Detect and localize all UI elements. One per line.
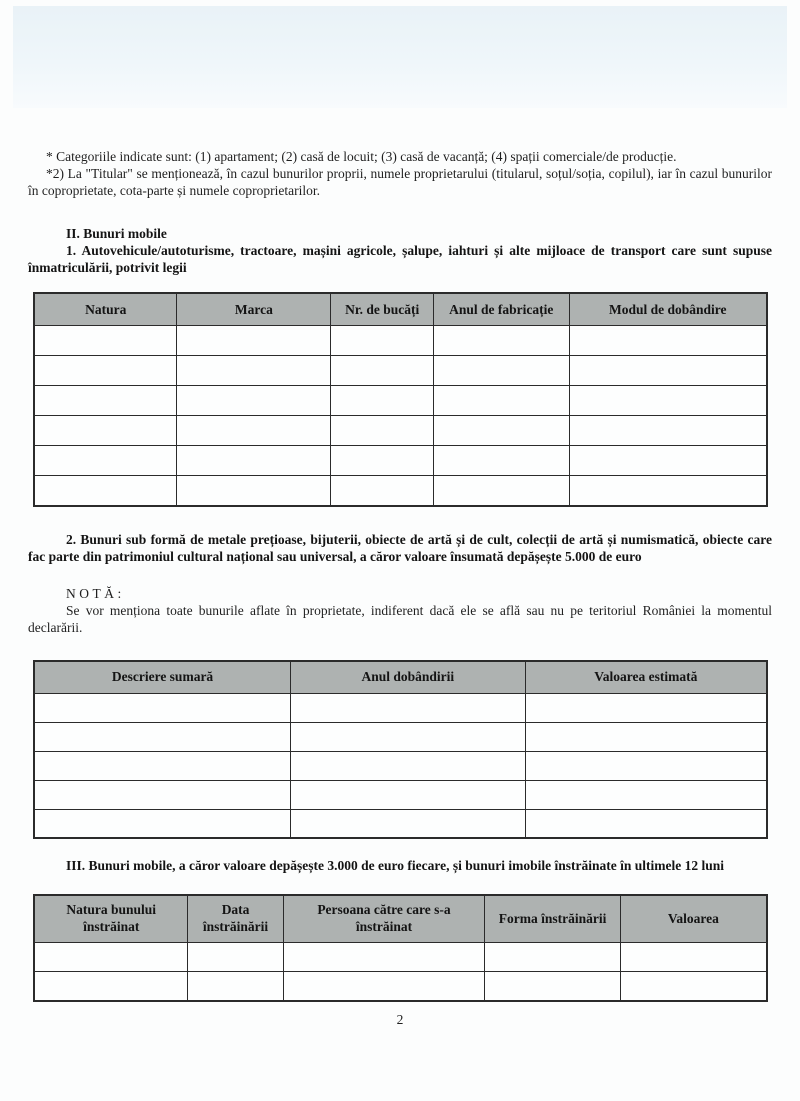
empty-cell bbox=[331, 476, 434, 506]
page-number: 2 bbox=[396, 1011, 404, 1027]
table-row bbox=[34, 780, 767, 809]
empty-cell bbox=[177, 356, 331, 386]
empty-cell bbox=[331, 356, 434, 386]
column-header: Natura bunului înstrăinat bbox=[34, 895, 188, 943]
empty-cell bbox=[34, 693, 291, 722]
empty-cell bbox=[291, 693, 526, 722]
empty-cell bbox=[177, 446, 331, 476]
valuables-table bbox=[33, 660, 768, 840]
empty-cell bbox=[433, 326, 569, 356]
empty-cell bbox=[525, 751, 767, 780]
empty-cell bbox=[188, 943, 283, 972]
empty-cell bbox=[433, 476, 569, 506]
empty-cell bbox=[34, 943, 188, 972]
empty-cell bbox=[177, 326, 331, 356]
empty-cell bbox=[34, 416, 177, 446]
page-content bbox=[28, 0, 772, 1028]
vehicles-table bbox=[33, 292, 768, 507]
table-row bbox=[34, 722, 767, 751]
table-row bbox=[34, 809, 767, 838]
column-header: Anul dobândirii bbox=[291, 661, 526, 694]
empty-cell bbox=[34, 386, 177, 416]
empty-cell bbox=[569, 326, 767, 356]
table-row bbox=[34, 356, 767, 386]
empty-cell bbox=[34, 972, 188, 1001]
column-header: Marca bbox=[177, 293, 331, 326]
table-row bbox=[34, 326, 767, 356]
empty-cell bbox=[620, 972, 767, 1001]
empty-cell bbox=[291, 809, 526, 838]
table-row bbox=[34, 476, 767, 506]
empty-cell bbox=[620, 943, 767, 972]
empty-cell bbox=[177, 476, 331, 506]
table-row bbox=[34, 693, 767, 722]
footnote-titular: *2) La "Titular" se menționează, în cazul bunurilor proprii, numele proprietarului (titularul, soțul/soția, copilul), iar în cazul bunurilor în coproprietate, cota-parte și numele coproprietarilor. bbox=[28, 166, 772, 198]
empty-cell bbox=[177, 386, 331, 416]
empty-cell bbox=[283, 943, 485, 972]
empty-cell bbox=[331, 326, 434, 356]
empty-cell bbox=[331, 416, 434, 446]
empty-cell bbox=[291, 751, 526, 780]
section-ii-title: II. Bunuri mobile bbox=[66, 226, 167, 241]
empty-cell bbox=[34, 722, 291, 751]
column-header: Nr. de bucăți bbox=[331, 293, 434, 326]
empty-cell bbox=[34, 751, 291, 780]
column-header: Forma înstrăinării bbox=[485, 895, 621, 943]
column-header: Persoana către care s-a înstrăinat bbox=[283, 895, 485, 943]
column-header: Descriere sumară bbox=[34, 661, 291, 694]
empty-cell bbox=[188, 972, 283, 1001]
empty-cell bbox=[525, 780, 767, 809]
empty-cell bbox=[433, 386, 569, 416]
empty-cell bbox=[569, 446, 767, 476]
empty-cell bbox=[34, 809, 291, 838]
empty-cell bbox=[485, 972, 621, 1001]
empty-cell bbox=[34, 356, 177, 386]
empty-cell bbox=[433, 446, 569, 476]
nota-text: Se vor menționa toate bunurile aflate în proprietate, indiferent dacă ele se află sau nu pe teritoriul României la momentul declarării. bbox=[28, 602, 772, 635]
empty-cell bbox=[525, 693, 767, 722]
empty-cell bbox=[569, 416, 767, 446]
empty-cell bbox=[34, 476, 177, 506]
empty-cell bbox=[291, 722, 526, 751]
empty-cell bbox=[569, 386, 767, 416]
table-row bbox=[34, 943, 767, 972]
empty-cell bbox=[34, 326, 177, 356]
table-row bbox=[34, 416, 767, 446]
empty-cell bbox=[525, 722, 767, 751]
column-header: Valoarea bbox=[620, 895, 767, 943]
column-header: Modul de dobândire bbox=[569, 293, 767, 326]
empty-cell bbox=[525, 809, 767, 838]
empty-cell bbox=[485, 943, 621, 972]
empty-cell bbox=[283, 972, 485, 1001]
table-row bbox=[34, 751, 767, 780]
table-header-row bbox=[34, 661, 767, 694]
column-header: Data înstrăinării bbox=[188, 895, 283, 943]
section-ii-item2-heading: 2. Bunuri sub formă de metale prețioase, bijuterii, obiecte de artă și de cult, colecții de artă și numismatică, obiecte care fac parte din patrimoniul cultural național sau universal, a căror valoare însumată depășește 5.000 de euro bbox=[28, 531, 772, 564]
empty-cell bbox=[34, 446, 177, 476]
section-iii-title: III. Bunuri mobile, a căror valoare depășește 3.000 de euro fiecare, și bunuri imobile înstrăinate în ultimele 12 luni bbox=[66, 858, 725, 873]
table-row bbox=[34, 386, 767, 416]
empty-cell bbox=[569, 356, 767, 386]
empty-cell bbox=[569, 476, 767, 506]
column-header: Valoarea estimată bbox=[525, 661, 767, 694]
nota-label: NOTĂ: bbox=[66, 585, 125, 601]
column-header: Anul de fabricație bbox=[433, 293, 569, 326]
empty-cell bbox=[34, 780, 291, 809]
footnote-categories: * Categoriile indicate sunt: (1) apartament; (2) casă de locuit; (3) casă de vacanță; (4) spații comerciale/de producție. bbox=[46, 149, 677, 164]
table-header-row bbox=[34, 895, 767, 943]
table-row bbox=[34, 446, 767, 476]
empty-cell bbox=[331, 386, 434, 416]
empty-cell bbox=[433, 416, 569, 446]
column-header: Natura bbox=[34, 293, 177, 326]
empty-cell bbox=[291, 780, 526, 809]
alienated-goods-table bbox=[33, 894, 768, 1002]
section-ii-item1-heading: 1. Autovehicule/autoturisme, tractoare, mașini agricole, șalupe, iahturi și alte mijloace de transport care sunt supuse înmatriculării, potrivit legii bbox=[28, 243, 772, 275]
empty-cell bbox=[177, 416, 331, 446]
empty-cell bbox=[331, 446, 434, 476]
table-header-row bbox=[34, 293, 767, 326]
empty-cell bbox=[433, 356, 569, 386]
table-row bbox=[34, 972, 767, 1001]
